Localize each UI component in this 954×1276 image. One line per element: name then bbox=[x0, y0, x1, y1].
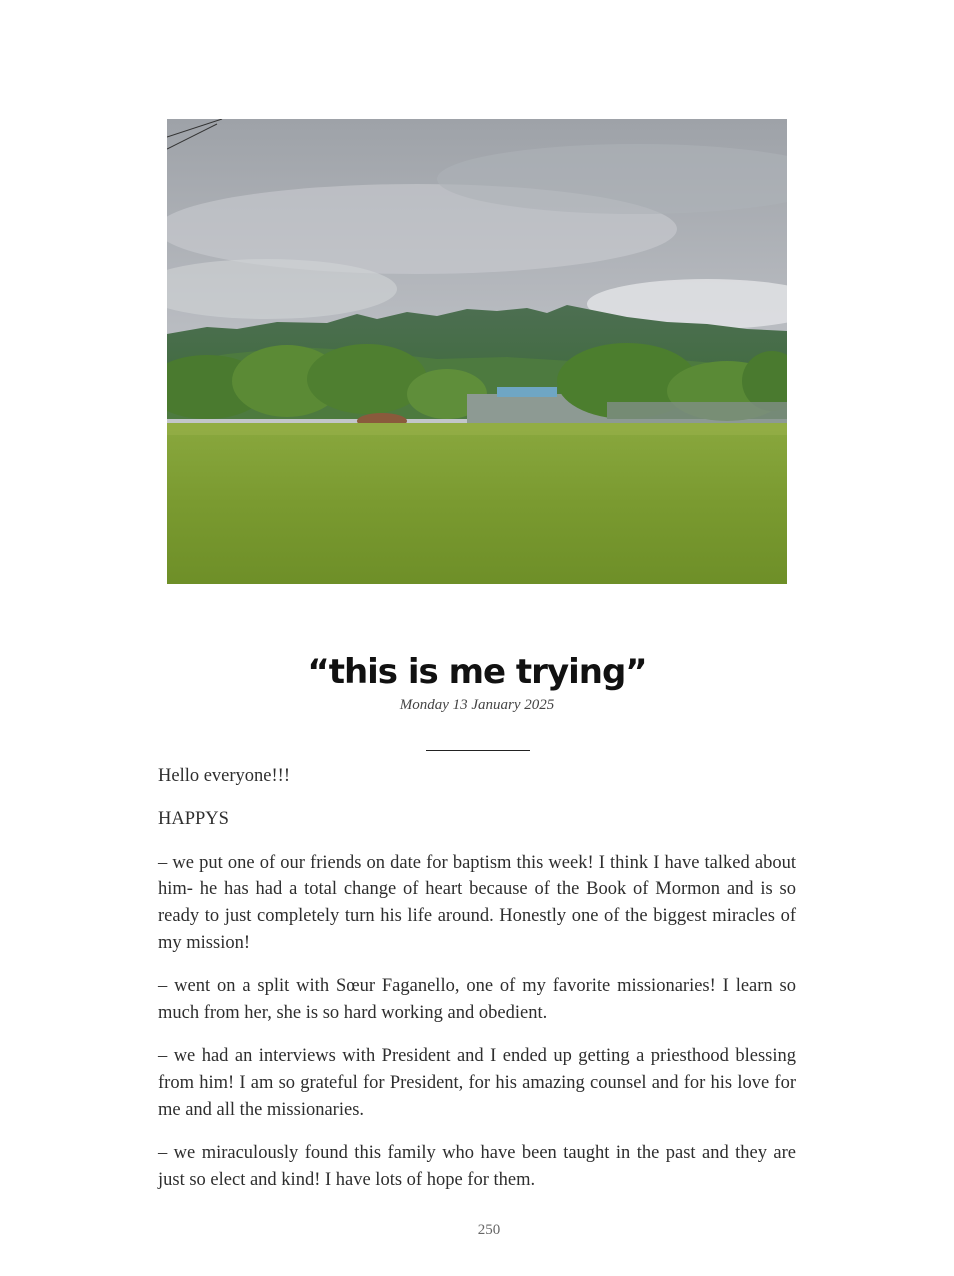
paragraph-heading: HAPPYS bbox=[158, 809, 229, 830]
paragraph-item: – we put one of our friends on date for baptism this week! I think I have talked about him- he has had a total change of heart because of the Book of Mormon and is so ready to just completely turn his life around. Honestly one of the biggest miracles of my mission! bbox=[158, 852, 796, 953]
paragraph-item: – went on a split with Sœur Faganello, one of my favorite missionaries! I learn so much from her, she is so hard working and obedient. bbox=[158, 976, 796, 1024]
landscape-photo bbox=[167, 119, 787, 584]
section-divider bbox=[426, 750, 530, 751]
paragraph-item: – we miraculously found this family who have been taught in the past and they are just so elect and kind! I have lots of hope for them. bbox=[158, 1143, 796, 1191]
post-title: “this is me trying” bbox=[307, 652, 647, 692]
paragraph-item: – we had an interviews with President and I ended up getting a priesthood blessing from him! I am so grateful for President, for his amazing counsel and for his love for me and all the missionaries. bbox=[158, 1046, 796, 1120]
paragraph-greeting: Hello everyone!!! bbox=[158, 766, 291, 786]
post-date: Monday 13 January 2025 bbox=[399, 697, 555, 713]
post-body bbox=[158, 763, 796, 1210]
page-number: 250 bbox=[477, 1222, 501, 1238]
